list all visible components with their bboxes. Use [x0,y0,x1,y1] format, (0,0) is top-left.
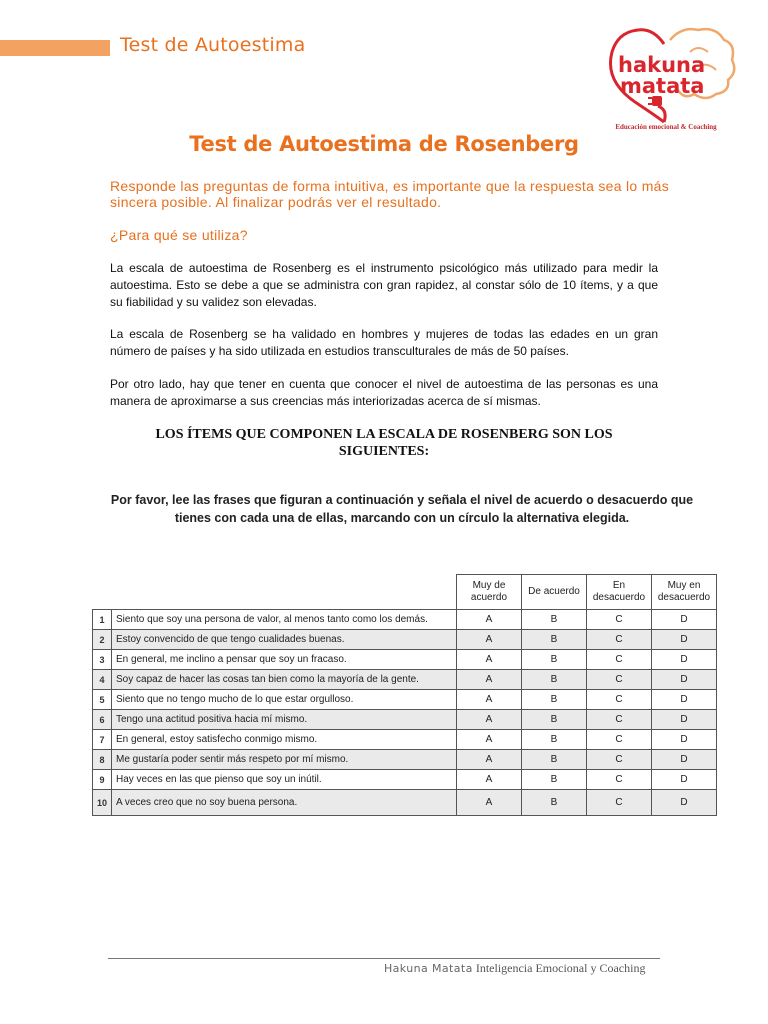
option-c[interactable]: C [587,790,652,816]
option-d[interactable]: D [652,790,717,816]
option-b[interactable]: B [522,790,587,816]
items-heading: LOS ÍTEMS QUE COMPONEN LA ESCALA DE ROSENBERG SON LOS SIGUIENTES: [155,427,613,459]
table-row [93,790,717,816]
row-statement: Siento que soy una persona de valor, al menos tanto como los demás. [112,610,457,630]
paragraph-1: La escala de autoestima de Rosenberg es el instrumento psicológico más utilizado para medir la autoestima. Esto se debe a que se administra con gran rapidez, al constar sólo de 10 ítems, y a que su fiabilidad y su validez son elevadas. [110,261,658,309]
paragraph-3: Por otro lado, hay que tener en cuenta que conocer el nivel de autoestima de las personas es una manera de aproximarse a sus creencias más interiorizadas acerca de sí mismas. [110,377,658,408]
logo-word-matata: matata [620,74,705,98]
paragraph-2: La escala de Rosenberg se ha validado en hombres y mujeres de todas las edades en un gran número de países y ha sido utilizada en estudios transculturales de más de 50 países. [110,327,658,358]
option-c[interactable]: C [587,770,652,790]
row-statement: Siento que no tengo mucho de lo que estar orgulloso. [112,690,457,710]
option-a[interactable]: A [457,670,522,690]
option-b[interactable]: B [522,770,587,790]
option-c[interactable]: C [587,750,652,770]
row-statement: Soy capaz de hacer las cosas tan bien como la mayoría de la gente. [112,670,457,690]
option-a[interactable]: A [457,730,522,750]
table-row [93,750,717,770]
row-statement: Tengo una actitud positiva hacia mí mismo. [112,710,457,730]
row-number: 4 [93,670,112,690]
section-question: ¿Para qué se utiliza? [110,227,248,243]
row-statement: Me gustaría poder sentir más respeto por mí mismo. [112,750,457,770]
option-d[interactable]: D [652,670,717,690]
row-statement: En general, me inclino a pensar que soy un fracaso. [112,650,457,670]
page-title: Test de Autoestima de Rosenberg [189,132,579,156]
column-header: De acuerdo [522,575,587,610]
row-number: 1 [93,610,112,630]
option-a[interactable]: A [457,710,522,730]
footer-tagline: Inteligencia Emocional y Coaching [475,961,646,975]
footer-brand: Hakuna Matata [384,962,473,975]
row-number: 10 [93,790,112,816]
logo-word-hakuna: hakuna [618,53,706,77]
table-row [93,730,717,750]
option-d[interactable]: D [652,630,717,650]
table-row [93,710,717,730]
option-d[interactable]: D [652,750,717,770]
option-c[interactable]: C [587,670,652,690]
column-header: Muy en desacuerdo [652,575,717,610]
option-d[interactable]: D [652,650,717,670]
column-header: Muy de acuerdo [457,575,522,610]
table-row [93,610,717,630]
table-header-row [93,575,717,610]
option-c[interactable]: C [587,650,652,670]
option-a[interactable]: A [457,790,522,816]
rosenberg-scale-table [92,574,717,816]
row-statement: Hay veces en las que pienso que soy un inútil. [112,770,457,790]
option-b[interactable]: B [522,630,587,650]
option-c[interactable]: C [587,610,652,630]
instructions: Por favor, lee las frases que figuran a continuación y señala el nivel de acuerdo o desacuerdo que tienes con cada una de ellas, marcando con un círculo la alternativa elegida. [110,493,694,525]
option-d[interactable]: D [652,730,717,750]
row-number: 6 [93,710,112,730]
row-number: 7 [93,730,112,750]
option-d[interactable]: D [652,610,717,630]
row-statement: A veces creo que no soy buena persona. [112,790,457,816]
row-number: 9 [93,770,112,790]
header-title: Test de Autoestima [120,34,306,56]
logo-caption: Educación emocional & Coaching [615,123,717,131]
table-row [93,770,717,790]
option-c[interactable]: C [587,630,652,650]
option-c[interactable]: C [587,730,652,750]
header-accent-bar [0,40,110,56]
option-d[interactable]: D [652,710,717,730]
hakuna-matata-logo [598,22,738,134]
row-number: 5 [93,690,112,710]
option-b[interactable]: B [522,690,587,710]
option-a[interactable]: A [457,770,522,790]
table-row [93,670,717,690]
row-number: 2 [93,630,112,650]
row-statement: En general, estoy satisfecho conmigo mismo. [112,730,457,750]
option-c[interactable]: C [587,690,652,710]
footer [384,961,645,976]
option-c[interactable]: C [587,710,652,730]
option-b[interactable]: B [522,710,587,730]
intro-text: Responde las preguntas de forma intuitiva, es importante que la respuesta sea lo más sincera posible. Al finalizar podrás ver el resultado. [110,178,670,210]
table-row [93,630,717,650]
table-row [93,650,717,670]
option-b[interactable]: B [522,650,587,670]
footer-divider [108,958,660,959]
option-d[interactable]: D [652,690,717,710]
option-a[interactable]: A [457,650,522,670]
table-row [93,690,717,710]
option-b[interactable]: B [522,610,587,630]
option-a[interactable]: A [457,610,522,630]
column-header: En desacuerdo [587,575,652,610]
row-number: 3 [93,650,112,670]
option-d[interactable]: D [652,770,717,790]
option-a[interactable]: A [457,750,522,770]
row-statement: Estoy convencido de que tengo cualidades buenas. [112,630,457,650]
table-header-blank [93,575,457,610]
option-b[interactable]: B [522,670,587,690]
row-number: 8 [93,750,112,770]
option-a[interactable]: A [457,630,522,650]
option-b[interactable]: B [522,730,587,750]
option-b[interactable]: B [522,750,587,770]
option-a[interactable]: A [457,690,522,710]
